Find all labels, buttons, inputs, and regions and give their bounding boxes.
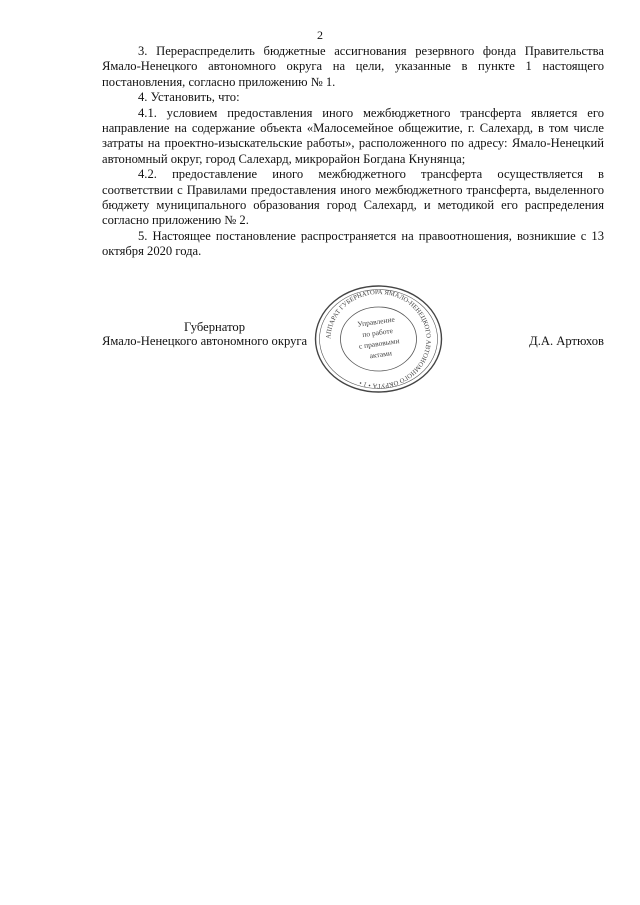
governor-title: Губернатор [184,320,245,334]
paragraph-3: 3. Перераспределить бюджетные ассигнования резервного фонда Правительства Ямало-Ненецкого автономного округа на цели, указанные в пункте 1 настоящего постановления, согласно приложению № 1. [102,44,604,89]
paragraph-4-1: 4.1. условием предоставления иного межбюджетного трансферта является его направление на содержание объекта «Малосемейное общежитие, г. Салехард, в том числе затраты на проектно-изыскательские работы», расположенного по адресу: Ямало-Ненецкий автономный округ, город Салехард, микрорайон Богдана Кнунянца; [102,105,604,166]
paragraph-4-2: 4.2. предоставление иного межбюджетного трансферта осуществляется в соответствии с Правилами предоставления иного межбюджетного трансферта, выделенного бюджету муниципального образования город Салехард, и методикой его распределения согласно приложению № 2. [102,167,604,228]
paragraph-4: 4. Установить, что: [138,90,240,105]
paragraph-5: 5. Настоящее постановление распространяется на правоотношения, возникшие с 13 октября 2020 года. [102,228,604,259]
document-body [102,44,604,260]
stamp-center-line: по работе [361,325,394,340]
page-number: 2 [317,28,323,42]
stamp-center-line: Управление [356,314,396,329]
governor-name: Д.А. Артюхов [529,334,604,348]
official-stamp [311,283,446,395]
governor-region: Ямало-Ненецкого автономного округа [102,334,308,348]
stamp-ring-text: АППАРАТ ГУБЕРНАТОРА ЯМАЛО-НЕНЕЦКОГО АВТОНОМНОГО ОКРУГА • 1 • [325,288,432,390]
stamp-center-line: актами [368,348,393,361]
stamp-center-line: с правовыми [358,336,400,351]
